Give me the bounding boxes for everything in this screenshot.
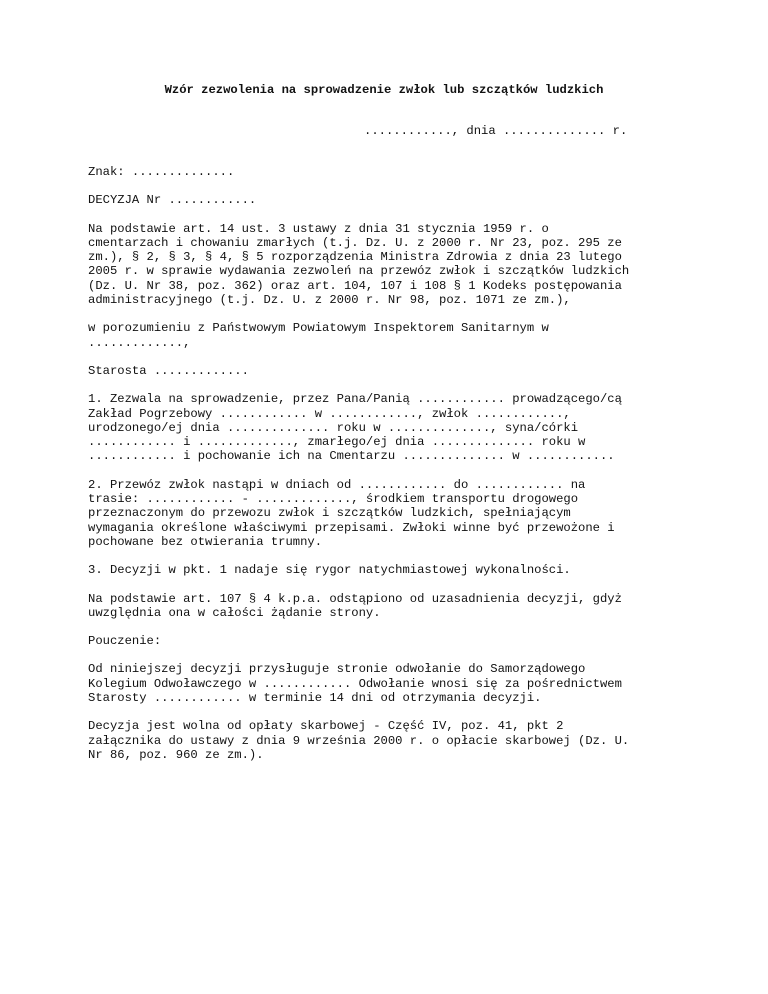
- point-1-paragraph: 1. Zezwala na sprowadzenie, przez Pana/Panią ............ prowadzącego/cą Zakład Pogrzebowy ............ w ............, zwłok ............, urodzonego/ej dnia .............. roku w .............., syna/córki ............ i ............., zmarłego/ej dnia .............. roku w ............ i pochowanie ich na Cmentarzu .............. w ............: [88, 392, 622, 464]
- appeal-paragraph: Od niniejszej decyzji przysługuje stronie odwołanie do Samorządowego Kolegium Odwoławczego w ............ Odwołanie wnosi się za pośrednictwem Starosty ............ w terminie 14 dni od otrzymania decyzji.: [88, 662, 622, 706]
- justification-paragraph: Na podstawie art. 107 § 4 k.p.a. odstąpiono od uzasadnienia decyzji, gdyż uwzględnia ona w całości żądanie strony.: [88, 591, 622, 620]
- document-title: Wzór zezwolenia na sprowadzenie zwłok lub szczątków ludzkich: [164, 83, 604, 97]
- legal-basis-paragraph: Na podstawie art. 14 ust. 3 ustawy z dnia 31 stycznia 1959 r. o cmentarzach i chowaniu zmarłych (t.j. Dz. U. z 2000 r. Nr 23, poz. 295 ze zm.), § 2, § 3, § 4, § 5 rozporządzenia Ministra Zdrowia z dnia 23 lutego 2005 r. w sprawie wydawania zezwoleń na przewóz zwłok i szczątków ludzkich (Dz. U. Nr 38, poz. 362) oraz art. 104, 107 i 108 § 1 Kodeks postępowania administracyjnego (t.j. Dz. U. z 2000 r. Nr 98, poz. 1071 ze zm.),: [88, 221, 630, 308]
- date-line: ............, dnia .............. r.: [364, 124, 628, 138]
- reference-number: Znak: ..............: [88, 165, 235, 179]
- point-2-paragraph: 2. Przewóz zwłok nastąpi w dniach od ............ do ............ na trasie: ............ - ............., środkiem transportu drogowego przeznaczonym do przewozu zwłok i szczątków ludzkich, spełniającym wymagania określone właściwymi przepisami. Zwłoki winne być przewożone i pochowane bez otwierania trumny.: [88, 477, 615, 549]
- starosta-line: Starosta .............: [88, 363, 249, 378]
- document-body: [88, 165, 688, 776]
- fee-paragraph: Decyzja jest wolna od opłaty skarbowej - Część IV, poz. 41, pkt 2 załącznika do ustawy z dnia 9 września 2000 r. o opłacie skarbowej (Dz. U. Nr 86, poz. 960 ze zm.).: [88, 719, 630, 762]
- instruction-heading: Pouczenie:: [88, 634, 162, 649]
- decision-number: DECYZJA Nr ............: [88, 193, 257, 208]
- point-3-paragraph: 3. Decyzji w pkt. 1 nadaje się rygor natychmiastowej wykonalności.: [88, 563, 571, 578]
- sanitary-inspector-paragraph: w porozumieniu z Państwowym Powiatowym Inspektorem Sanitarnym w .............,: [88, 321, 549, 350]
